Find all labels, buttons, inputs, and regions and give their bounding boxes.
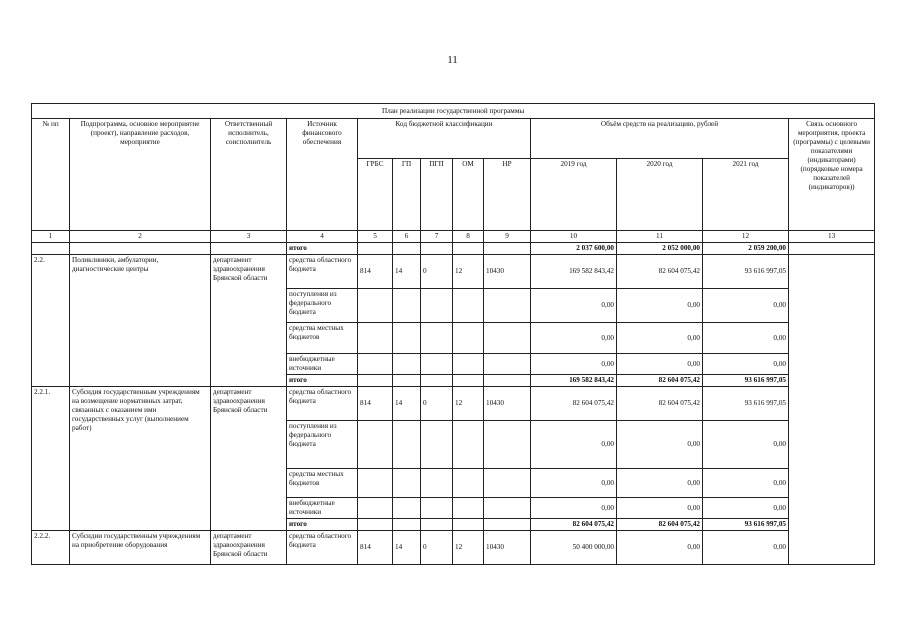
- funding-source: поступления из федерального бюджета: [287, 289, 358, 323]
- funding-source: внебюджетные источники: [287, 498, 358, 519]
- header-2019: 2019 год: [531, 159, 617, 231]
- header-subprogram: Подпрограмма, основное мероприятие (проект), направление расходов, мероприятие: [70, 119, 211, 231]
- page-number: 11: [447, 54, 458, 66]
- header-2020: 2020 год: [617, 159, 703, 231]
- value-2021: 0,00: [703, 531, 789, 565]
- table-title-row: [32, 104, 875, 119]
- column-number: 2: [70, 231, 211, 243]
- header-pgp: ПГП: [421, 159, 453, 231]
- value-2019: 0,00: [531, 354, 617, 375]
- total-2019: 2 037 600,00: [531, 243, 617, 255]
- funding-source: средства областного бюджета: [287, 387, 358, 421]
- value-2019: 0,00: [531, 498, 617, 519]
- funding-source: средства областного бюджета: [287, 255, 358, 289]
- code-gp: 14: [393, 255, 421, 289]
- header-source: Источник финансового обеспечения: [287, 119, 358, 231]
- section-name: Поликлиники, амбулатории, диагностические центры: [70, 255, 211, 387]
- total-row-previous: [32, 243, 875, 255]
- header-row-1: [32, 119, 875, 159]
- column-number: 11: [617, 231, 703, 243]
- total-2020: 2 052 000,00: [617, 243, 703, 255]
- total-2021: 93 616 997,05: [703, 375, 789, 387]
- total-2021: 2 059 200,00: [703, 243, 789, 255]
- code-pgp: 0: [421, 531, 453, 565]
- value-2019: 82 604 075,42: [531, 387, 617, 421]
- header-grbs: ГРБС: [358, 159, 393, 231]
- code-gp: 14: [393, 387, 421, 421]
- indicator-link-cell: [789, 255, 875, 565]
- value-2021: 93 616 997,05: [703, 387, 789, 421]
- value-2021: 0,00: [703, 421, 789, 469]
- code-nr: 10430: [484, 531, 531, 565]
- code-grbs: 814: [358, 387, 393, 421]
- value-2019: 169 582 843,42: [531, 255, 617, 289]
- column-number: 9: [484, 231, 531, 243]
- value-2021: 0,00: [703, 289, 789, 323]
- value-2020: 0,00: [617, 354, 703, 375]
- table-row: [32, 387, 875, 421]
- column-number: 8: [453, 231, 484, 243]
- code-grbs: 814: [358, 531, 393, 565]
- header-om: ОМ: [453, 159, 484, 231]
- header-link: Связь основного мероприятия, проекта (программы) с целевыми показателями (индикаторами) (порядковые номера показателей (индикаторов)): [789, 119, 875, 231]
- program-plan-table: [31, 103, 875, 565]
- section-executor: департамент здравоохранения Брянской области: [211, 531, 287, 565]
- funding-source: средства областного бюджета: [287, 531, 358, 565]
- code-pgp: 0: [421, 255, 453, 289]
- table-title: План реализации государственной программы: [32, 104, 875, 119]
- value-2021: 0,00: [703, 469, 789, 498]
- code-grbs: 814: [358, 255, 393, 289]
- value-2019: 0,00: [531, 469, 617, 498]
- value-2019: 50 400 000,00: [531, 531, 617, 565]
- table-row: [32, 255, 875, 289]
- value-2020: 82 604 075,42: [617, 387, 703, 421]
- section-num: 2.2.1.: [32, 387, 70, 531]
- column-number: 13: [789, 231, 875, 243]
- funding-source: средства местных бюджетов: [287, 469, 358, 498]
- total-label: итого: [287, 243, 358, 255]
- section-num: 2.2.2.: [32, 531, 70, 565]
- value-2021: 0,00: [703, 354, 789, 375]
- total-2020: 82 604 075,42: [617, 519, 703, 531]
- value-2021: 93 616 997,05: [703, 255, 789, 289]
- value-2021: 0,00: [703, 323, 789, 354]
- total-2019: 82 604 075,42: [531, 519, 617, 531]
- column-number: 3: [211, 231, 287, 243]
- code-om: 12: [453, 531, 484, 565]
- value-2020: 0,00: [617, 289, 703, 323]
- value-2020: 82 604 075,42: [617, 255, 703, 289]
- column-numbers-row: [32, 231, 875, 243]
- total-2019: 169 582 843,42: [531, 375, 617, 387]
- column-number: 1: [32, 231, 70, 243]
- value-2020: 0,00: [617, 498, 703, 519]
- column-number: 6: [393, 231, 421, 243]
- value-2020: 0,00: [617, 323, 703, 354]
- header-budget-code: Код бюджетной классификации: [358, 119, 531, 159]
- code-om: 12: [453, 255, 484, 289]
- code-nr: 10430: [484, 387, 531, 421]
- value-2020: 0,00: [617, 421, 703, 469]
- value-2020: 0,00: [617, 469, 703, 498]
- code-nr: 10430: [484, 255, 531, 289]
- header-executor: Ответственный исполнитель, соисполнитель: [211, 119, 287, 231]
- total-2020: 82 604 075,42: [617, 375, 703, 387]
- header-2021: 2021 год: [703, 159, 789, 231]
- code-gp: 14: [393, 531, 421, 565]
- funding-source: поступления из федерального бюджета: [287, 421, 358, 469]
- column-number: 7: [421, 231, 453, 243]
- table-row: [32, 531, 875, 565]
- header-num: № пп: [32, 119, 70, 231]
- value-2019: 0,00: [531, 323, 617, 354]
- value-2020: 0,00: [617, 531, 703, 565]
- total-label: итого: [287, 375, 358, 387]
- column-number: 12: [703, 231, 789, 243]
- total-2021: 93 616 997,05: [703, 519, 789, 531]
- column-number: 4: [287, 231, 358, 243]
- value-2021: 0,00: [703, 498, 789, 519]
- code-om: 12: [453, 387, 484, 421]
- section-name: Субсидия государственным учреждениям на возмещение нормативных затрат, связанных с оказанием ими государственных услуг (выполнением работ): [70, 387, 211, 531]
- header-gp: ГП: [393, 159, 421, 231]
- section-executor: департамент здравоохранения Брянской области: [211, 255, 287, 387]
- total-label: итого: [287, 519, 358, 531]
- header-nr: НР: [484, 159, 531, 231]
- funding-source: внебюджетные источники: [287, 354, 358, 375]
- section-num: 2.2.: [32, 255, 70, 387]
- header-volume: Объём средств на реализацию, рублей: [531, 119, 789, 159]
- code-pgp: 0: [421, 387, 453, 421]
- column-number: 10: [531, 231, 617, 243]
- column-number: 5: [358, 231, 393, 243]
- section-executor: департамент здравоохранения Брянской области: [211, 387, 287, 531]
- value-2019: 0,00: [531, 289, 617, 323]
- funding-source: средства местных бюджетов: [287, 323, 358, 354]
- section-name: Субсидии государственным учреждениям на приобретение оборудования: [70, 531, 211, 565]
- value-2019: 0,00: [531, 421, 617, 469]
